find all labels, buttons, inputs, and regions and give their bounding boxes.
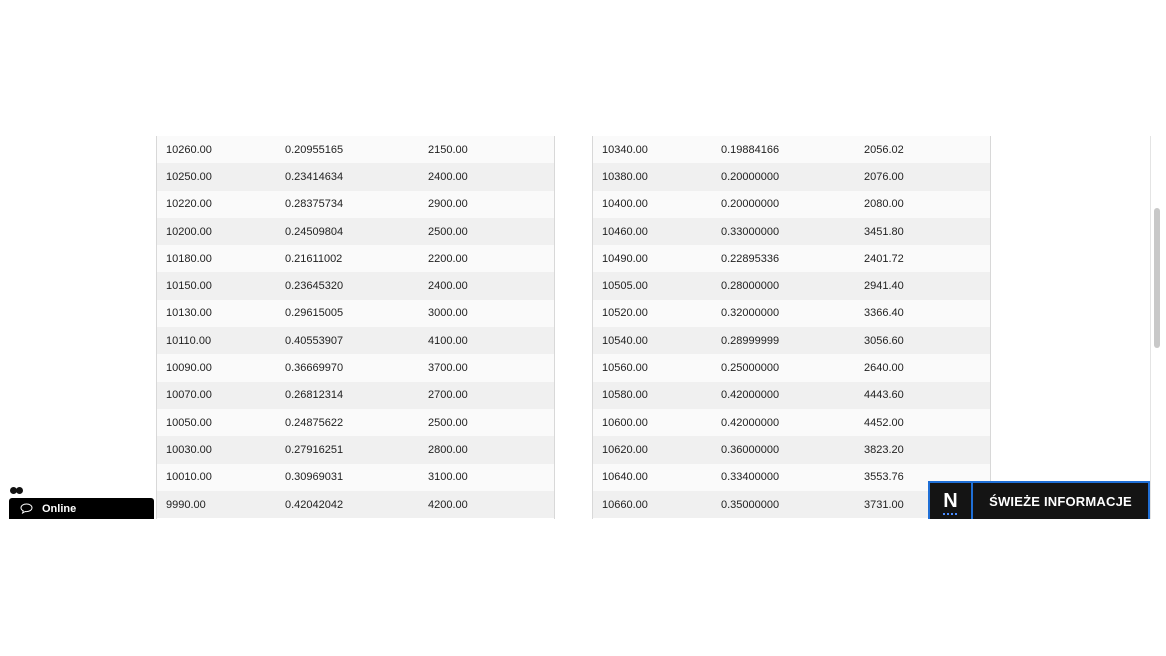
amount-cell: 0.30969031 [285, 471, 344, 484]
price-cell: 10490.00 [602, 252, 648, 265]
price-cell: 10660.00 [602, 498, 648, 511]
chat-bubble-icon [20, 503, 33, 514]
value-cell: 2941.40 [864, 280, 904, 293]
table-row[interactable] [157, 409, 554, 436]
bids-table [156, 136, 555, 519]
table-row[interactable] [593, 436, 990, 463]
table-row[interactable] [157, 464, 554, 491]
price-cell: 10180.00 [166, 252, 212, 265]
price-cell: 10010.00 [166, 471, 212, 484]
amount-cell: 0.42042042 [285, 498, 344, 511]
price-cell: 10150.00 [166, 280, 212, 293]
news-logo-letter: N [943, 489, 958, 512]
price-cell: 10600.00 [602, 416, 648, 429]
chat-status-label: Online [42, 502, 77, 515]
amount-cell: 0.22895336 [721, 252, 780, 265]
amount-cell: 0.27916251 [285, 443, 344, 456]
amount-cell: 0.23645320 [285, 280, 344, 293]
price-cell: 10400.00 [602, 198, 648, 211]
value-cell: 2200.00 [428, 252, 468, 265]
price-cell: 10540.00 [602, 334, 648, 347]
price-cell: 10130.00 [166, 307, 212, 320]
value-cell: 2640.00 [864, 362, 904, 375]
amount-cell: 0.25000000 [721, 362, 780, 375]
value-cell: 2500.00 [428, 416, 468, 429]
amount-cell: 0.23414634 [285, 170, 344, 183]
price-cell: 10110.00 [166, 334, 212, 347]
price-cell: 10380.00 [602, 170, 648, 183]
asks-table [592, 136, 991, 519]
table-row[interactable] [593, 218, 990, 245]
value-cell: 3731.00 [864, 498, 904, 511]
amount-cell: 0.33400000 [721, 471, 780, 484]
scrollbar-thumb[interactable] [1154, 208, 1160, 348]
table-row[interactable] [157, 272, 554, 299]
table-row[interactable] [593, 354, 990, 381]
price-cell: 10090.00 [166, 362, 212, 375]
value-cell: 2080.00 [864, 198, 904, 211]
chat-online-button[interactable] [9, 498, 154, 519]
table-row[interactable] [157, 218, 554, 245]
value-cell: 3700.00 [428, 362, 468, 375]
price-cell: 10050.00 [166, 416, 212, 429]
price-cell: 10070.00 [166, 389, 212, 402]
price-cell: 10460.00 [602, 225, 648, 238]
page-scrollbar[interactable] [1150, 136, 1163, 519]
price-cell: 10505.00 [602, 280, 648, 293]
value-cell: 4452.00 [864, 416, 904, 429]
price-cell: 10260.00 [166, 143, 212, 156]
table-row[interactable] [157, 245, 554, 272]
amount-cell: 0.20000000 [721, 170, 780, 183]
value-cell: 2401.72 [864, 252, 904, 265]
value-cell: 2900.00 [428, 198, 468, 211]
table-row[interactable] [593, 191, 990, 218]
amount-cell: 0.20955165 [285, 143, 344, 156]
table-row[interactable] [157, 300, 554, 327]
news-widget[interactable] [928, 481, 1150, 519]
table-row[interactable] [157, 382, 554, 409]
table-row[interactable] [157, 491, 554, 518]
price-cell: 10200.00 [166, 225, 212, 238]
table-row[interactable] [157, 436, 554, 463]
amount-cell: 0.20000000 [721, 198, 780, 211]
amount-cell: 0.28000000 [721, 280, 780, 293]
value-cell: 3000.00 [428, 307, 468, 320]
value-cell: 4443.60 [864, 389, 904, 402]
amount-cell: 0.35000000 [721, 498, 780, 511]
table-row[interactable] [593, 409, 990, 436]
value-cell: 2056.02 [864, 143, 904, 156]
table-row[interactable] [157, 191, 554, 218]
amount-cell: 0.40553907 [285, 334, 344, 347]
value-cell: 2150.00 [428, 143, 468, 156]
amount-cell: 0.42000000 [721, 389, 780, 402]
price-cell: 9990.00 [166, 498, 206, 511]
price-cell: 10520.00 [602, 307, 648, 320]
amount-cell: 0.24875622 [285, 416, 344, 429]
orderbook-viewport[interactable] [0, 136, 1166, 519]
table-row[interactable] [593, 136, 990, 163]
value-cell: 3451.80 [864, 225, 904, 238]
news-label: ŚWIEŻE INFORMACJE [989, 493, 1132, 509]
price-cell: 10220.00 [166, 198, 212, 211]
online-dots-icon [10, 487, 23, 494]
table-row[interactable] [593, 327, 990, 354]
price-cell: 10580.00 [602, 389, 648, 402]
table-row[interactable] [593, 272, 990, 299]
value-cell: 2400.00 [428, 170, 468, 183]
amount-cell: 0.32000000 [721, 307, 780, 320]
table-row[interactable] [593, 163, 990, 190]
value-cell: 4100.00 [428, 334, 468, 347]
value-cell: 3366.40 [864, 307, 904, 320]
amount-cell: 0.21611002 [285, 252, 343, 265]
table-row[interactable] [593, 245, 990, 272]
value-cell: 3100.00 [428, 471, 468, 484]
table-row[interactable] [157, 163, 554, 190]
amount-cell: 0.29615005 [285, 307, 344, 320]
value-cell: 3553.76 [864, 471, 904, 484]
amount-cell: 0.24509804 [285, 225, 344, 238]
amount-cell: 0.36000000 [721, 443, 780, 456]
value-cell: 4200.00 [428, 498, 468, 511]
value-cell: 2700.00 [428, 389, 468, 402]
amount-cell: 0.19884166 [721, 143, 780, 156]
price-cell: 10640.00 [602, 471, 648, 484]
table-row[interactable] [157, 136, 554, 163]
amount-cell: 0.42000000 [721, 416, 780, 429]
amount-cell: 0.33000000 [721, 225, 780, 238]
price-cell: 10030.00 [166, 443, 212, 456]
value-cell: 2500.00 [428, 225, 468, 238]
price-cell: 10560.00 [602, 362, 648, 375]
value-cell: 3823.20 [864, 443, 904, 456]
table-row[interactable] [157, 354, 554, 381]
table-row[interactable] [593, 300, 990, 327]
value-cell: 2076.00 [864, 170, 904, 183]
price-cell: 10250.00 [166, 170, 212, 183]
news-logo-icon [930, 483, 973, 519]
value-cell: 3056.60 [864, 334, 904, 347]
price-cell: 10620.00 [602, 443, 648, 456]
value-cell: 2400.00 [428, 280, 468, 293]
price-cell: 10340.00 [602, 143, 648, 156]
amount-cell: 0.26812314 [285, 389, 344, 402]
table-row[interactable] [593, 382, 990, 409]
amount-cell: 0.28375734 [285, 198, 344, 211]
table-row[interactable] [157, 327, 554, 354]
value-cell: 2800.00 [428, 443, 468, 456]
amount-cell: 0.28999999 [721, 334, 780, 347]
amount-cell: 0.36669970 [285, 362, 344, 375]
